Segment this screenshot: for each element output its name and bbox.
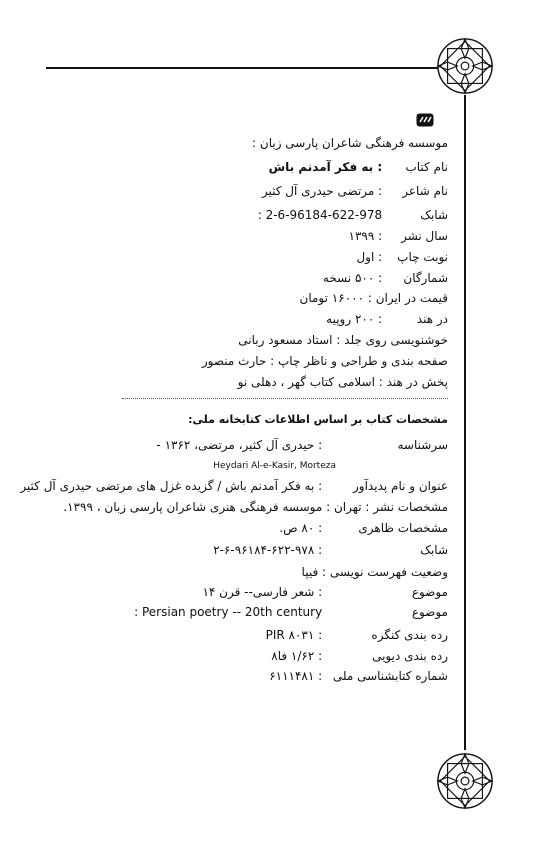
row-label: شمارگان (403, 271, 448, 285)
row-value: : تهران : موسسه فرهنگی هنری شاعران پارسی زبان ، ۱۳۹۹. (63, 500, 370, 514)
publisher-line: موسسه فرهنگی شاعران پارسی زبان : (252, 136, 448, 150)
row-value: : ۱/۶۲ فا۸ (271, 649, 323, 663)
row-value: : شعر فارسی-- قرن ۱۴ (202, 585, 323, 599)
side-rule (464, 95, 466, 750)
row-value: : به فکر آمدنم باش (268, 160, 383, 174)
colophon-row (326, 311, 448, 327)
catalog-heading: مشخصات کتاب بر اساس اطلاعات کتابخانه ملی: (188, 413, 448, 426)
row-value: : ۲-۶-۹۶۱۸۴-۶۲۲-۹۷۸ (213, 543, 323, 557)
catalog-row (271, 648, 448, 664)
row-value: : ۱۶۰۰۰ تومان (299, 291, 372, 305)
colophon-row (269, 159, 448, 175)
row-label: سال نشر (401, 229, 448, 243)
top-rosette-ornament (436, 37, 494, 95)
credit-line: پخش در هند : اسلامی کتاب گهر ، دهلی نو (237, 375, 448, 389)
row-label: رده بندی کنگره (371, 628, 448, 642)
colophon-row (323, 270, 448, 286)
row-value: : فیپا (301, 565, 327, 579)
publisher-logo-icon (416, 112, 434, 126)
catalog-row (213, 542, 448, 558)
row-label: مشخصات نشر (373, 500, 448, 514)
catalog-row (302, 564, 448, 580)
row-label: در هند (416, 312, 448, 326)
row-label: نوبت چاپ (397, 250, 448, 264)
credit-line: صفحه بندی و طراحی و ناظر چاپ : حارث منصور (201, 354, 448, 368)
catalog-row (213, 458, 336, 474)
row-label: مشخصات ظاهری (358, 521, 448, 535)
row-label: موضوع (411, 605, 448, 619)
catalog-row (20, 478, 448, 494)
row-value: : مرتضی حیدری آل کثیر (261, 184, 383, 198)
catalog-row (279, 520, 448, 536)
row-value: : به فکر آمدنم باش / گزیده غزل های مرتضی حیدری آل کثیر (20, 479, 323, 493)
colophon-row (349, 228, 448, 244)
row-label: موضوع (411, 585, 448, 599)
catalog-row (63, 499, 448, 515)
credit-line: خوشنویسی روی جلد : استاد مسعود ربانی (238, 333, 448, 347)
row-value: Heydari Al-e-Kasir, Morteza (213, 461, 336, 471)
bottom-rosette-ornament (436, 752, 494, 810)
colophon-row (258, 207, 448, 223)
row-value: : 2-6-96184-622-978 (257, 208, 383, 222)
row-value: : ۶۱۱۱۴۸۱ (269, 669, 323, 683)
colophon-row (262, 183, 448, 199)
row-value: : Persian poetry -- 20th century (134, 605, 323, 619)
row-label: عنوان و نام پدیدآور (353, 479, 448, 493)
row-value: : ۱۳۹۹ (348, 229, 383, 243)
catalog-row (156, 437, 448, 453)
catalog-row (266, 627, 448, 643)
row-value: : ۲۰۰ روپیه (326, 312, 383, 326)
row-value: : PIR ۸۰۳۱ (265, 628, 323, 642)
row-label: وضعیت فهرست نویسی (329, 565, 448, 579)
row-label: سرشناسه (397, 438, 448, 452)
row-label: قیمت در ایران (375, 291, 448, 305)
row-value: : ۸۰ ص. (279, 521, 323, 535)
row-label: شابک (420, 543, 448, 557)
row-label: شماره کتابشناسی ملی (332, 669, 448, 683)
row-label: شابک (420, 208, 448, 222)
colophon-row (300, 290, 448, 306)
row-label: رده بندی دیویی (372, 649, 448, 663)
row-value: : حیدری آل کثیر، مرتضی، ۱۳۶۲ - (156, 438, 323, 452)
colophon-row (356, 249, 448, 265)
row-value: : اول (356, 250, 383, 264)
row-value: : ۵۰۰ نسخه (322, 271, 383, 285)
dotted-separator (122, 398, 448, 399)
top-rule (46, 67, 461, 69)
catalog-row (134, 604, 448, 620)
row-label: نام کتاب (405, 160, 448, 174)
row-label: نام شاعر (402, 184, 448, 198)
catalog-row (269, 668, 448, 684)
catalog-row (202, 584, 448, 600)
